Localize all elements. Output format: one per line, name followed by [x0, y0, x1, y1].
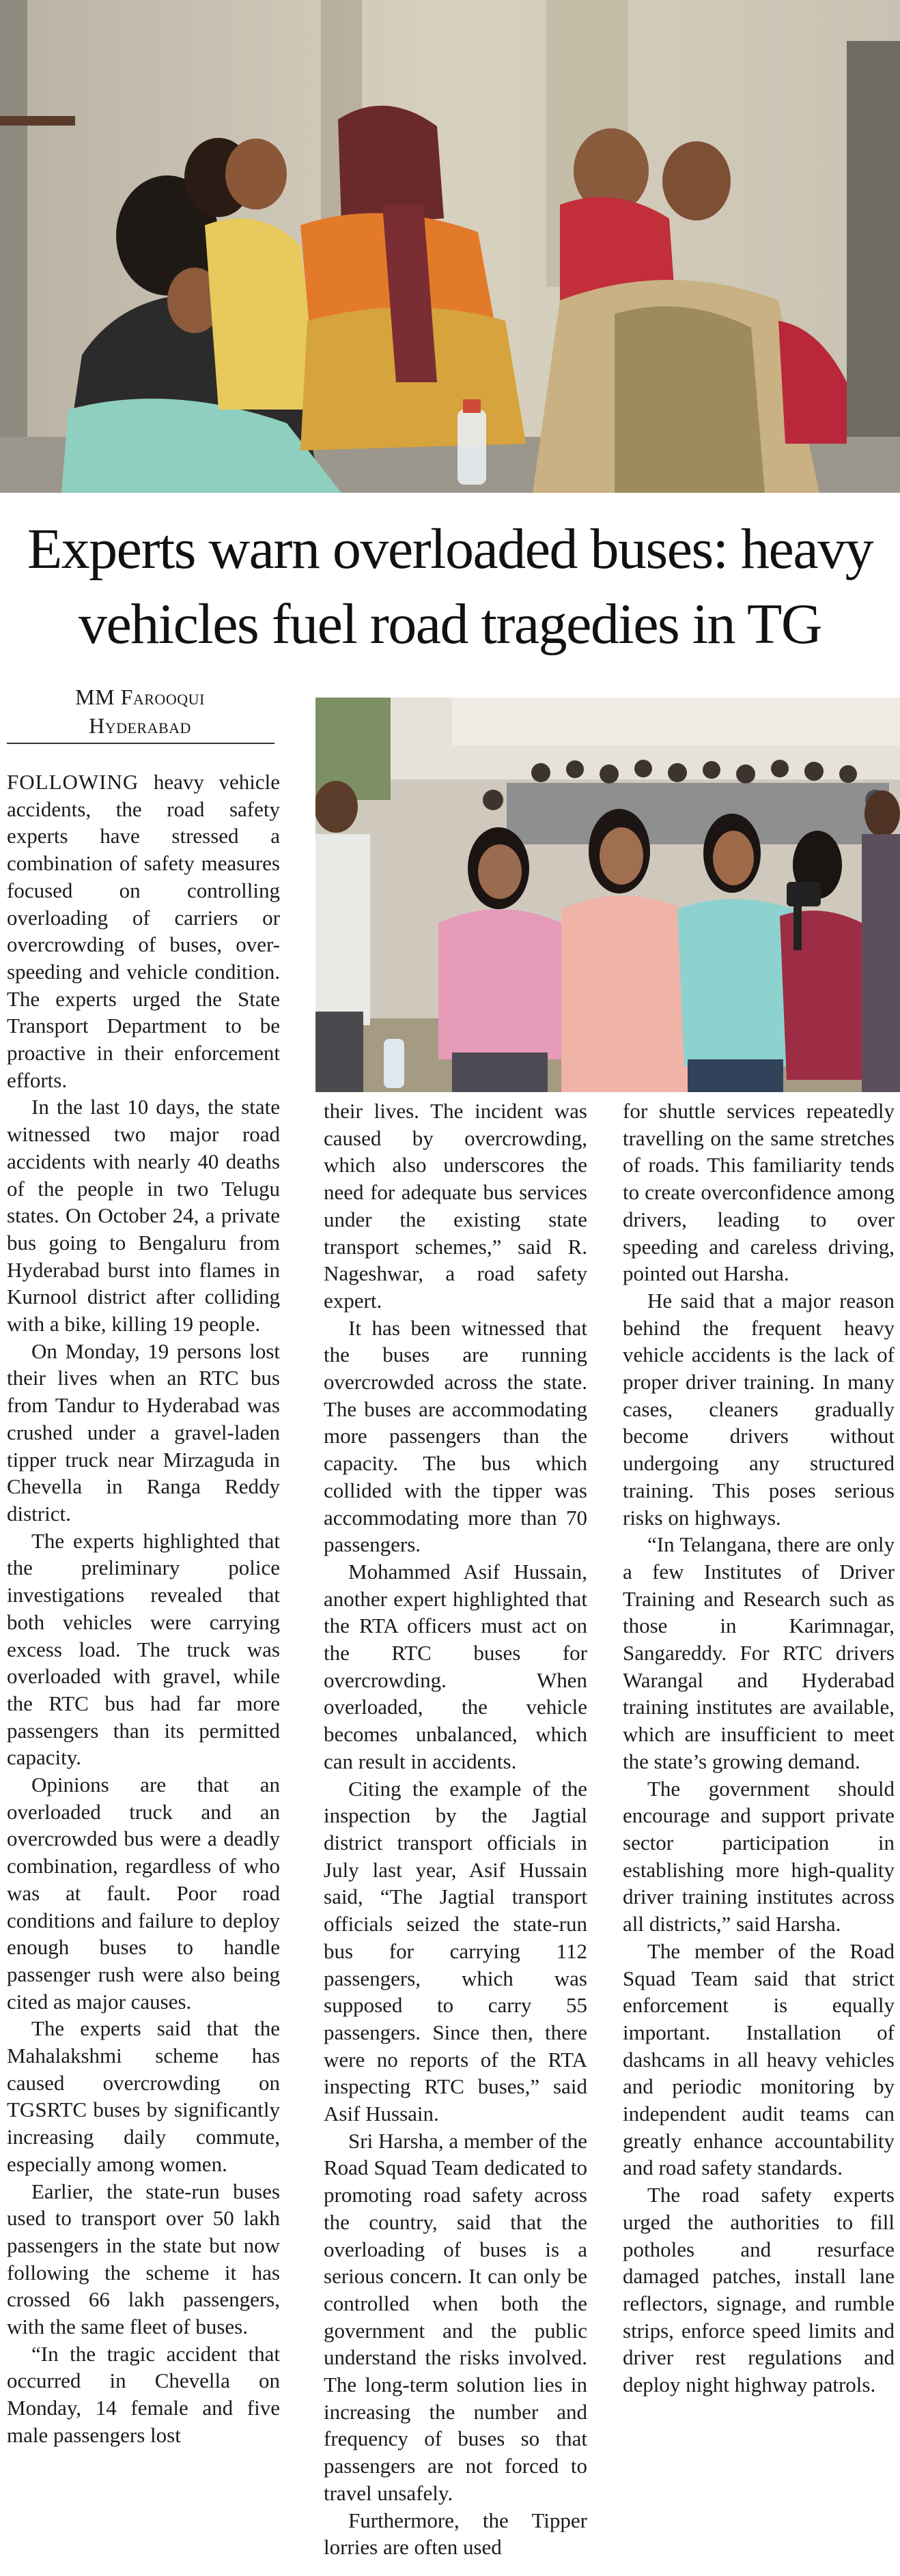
- article-paragraph-3: On Monday, 19 persons lost their lives when an RTC bus from Tandur to Hyderabad was crushed under a gravel-laden tipper truck near Mirzaguda in Chevella in Ranga Reddy district.: [7, 1339, 280, 1526]
- byline-author: MM Farooqui: [75, 685, 205, 709]
- article-paragraph-16: The government should encourage and support private sector participation in establishing more high-quality driver training institutes across all districts,” said Harsha.: [623, 1776, 895, 1936]
- article-column-2: [324, 1098, 587, 2561]
- article-paragraph-15: “In Telangana, there are only a few Institutes of Driver Training and Research such as those in Karimnagar, Sangareddy. For RTC drivers Warangal and Hyderabad training institutes are available, which are insufficient to meet the state’s growing demand.: [623, 1532, 895, 1773]
- article-paragraph-8: “In the tragic accident that occurred in Chevella on Monday, 14 female and five male passengers lost: [7, 2341, 280, 2447]
- article-paragraph-13-continued: for shuttle services repeatedly travelling on the same stretches of roads. This familiarity tends to create overconfidence among drivers, leading to over speeding and careless driving, pointed out Harsha.: [623, 1099, 895, 1286]
- article-paragraph-13: Furthermore, the Tipper lorries are often used: [324, 2508, 587, 2560]
- byline-location: Hyderabad: [89, 713, 191, 738]
- article-paragraph-6: The experts said that the Mahalakshmi scheme has caused overcrowding on TGSRTC buses by significantly increasing daily commute, especially among women.: [7, 2016, 280, 2176]
- article-paragraph-1: FOLLOWING heavy vehicle accidents, the road safety experts have stressed a combination of safety measures focused on controlling overloading of carriers or overcrowding of buses, over-speeding and vehicle condition. The experts urged the State Transport Department to be proactive in their enforcement efforts.: [7, 770, 280, 1092]
- article-column-3: [623, 1098, 895, 2399]
- lead-word: FOLLOWING: [7, 770, 139, 794]
- article-paragraph-2: In the last 10 days, the state witnessed two major road accidents with nearly 40 deaths of the people in two Telugu states. On October 24, a private bus going to Bengaluru from Hyderabad burst into flames in Kurnool district after colliding with a bike, killing 19 people.: [7, 1095, 280, 1336]
- article-paragraph-8-continued: their lives. The incident was caused by overcrowding, which also underscores the need for adequate bus services under the existing state transport schemes,” said R. Nageshwar, a road safety expert.: [324, 1099, 587, 1313]
- article-paragraph-14: He said that a major reason behind the frequent heavy vehicle accidents is the lack of proper driver training. In many cases, cleaners gradually become drivers without undergoing any structured training. This poses serious risks on highways.: [623, 1288, 895, 1530]
- article-paragraph-5: Opinions are that an overloaded truck and an overcrowded bus were a deadly combination, regardless of who was at fault. Poor road conditions and failure to deploy enough buses to handle passenger rush were also being cited as major causes.: [7, 1773, 280, 2014]
- article-paragraph-18: The road safety experts urged the authorities to fill potholes and resurface damaged patches, install lane reflectors, signage, and rumble strips, enforce speed limits and driver rest regulations and deploy night highway patrols.: [623, 2183, 895, 2397]
- article-paragraph-7: Earlier, the state-run buses used to transport over 50 lakh passengers in the state but now following the scheme it has crossed 66 lakh passengers, with the same fleet of buses.: [7, 2179, 280, 2339]
- article-paragraph-11: Citing the example of the inspection by the Jagtial district transport officials in July last year, Asif Hussain said, “The Jagtial transport officials seized the state-run bus for carrying 112 passengers, which was supposed to carry 55 passengers. Since then, there were no reports of the RTA inspecting RTC buses,” said Asif Hussain.: [324, 1776, 587, 2126]
- article-paragraph-4: The experts highlighted that the preliminary police investigations revealed that both vehicles were carrying excess load. The truck was overloaded with gravel, while the RTC bus had far more passengers than its permitted capacity.: [7, 1528, 280, 1770]
- article-column-1: [7, 769, 280, 2449]
- article-headline: Experts warn overloaded buses: heavy vehicles fuel road tragedies in TG: [27, 517, 873, 656]
- top-photo-grieving-relatives: [0, 0, 900, 493]
- byline: [0, 683, 280, 740]
- article-paragraph-12: Sri Harsha, a member of the Road Squad Team dedicated to promoting road safety across the country, said that the overloading of buses is a serious concern. It can only be controlled when both the government and the public understand the risks involved. The long-term solution lies in increasing the number and frequency of buses so that passengers are not forced to travel unsafely.: [324, 2128, 587, 2505]
- byline-divider: [7, 743, 275, 744]
- article-paragraph-10: Mohammed Asif Hussain, another expert highlighted that the RTA officers must act on the RTC buses for overcrowding. When overloaded, the vehicle becomes unbalanced, which can result in accidents.: [324, 1559, 587, 1773]
- crowd-photo-students: [315, 698, 900, 1092]
- article-paragraph-17: The member of the Road Squad Team said that strict enforcement is equally important. Installation of dashcams in all heavy vehicles and periodic monitoring by independent audit teams can greatly enhance accountability and road safety standards.: [623, 1938, 895, 2180]
- article-paragraph-9: It has been witnessed that the buses are running overcrowded across the state. The buses are accommodating more passengers than the capacity. The bus which collided with the tipper was accommodating more than 70 passengers.: [324, 1315, 587, 1557]
